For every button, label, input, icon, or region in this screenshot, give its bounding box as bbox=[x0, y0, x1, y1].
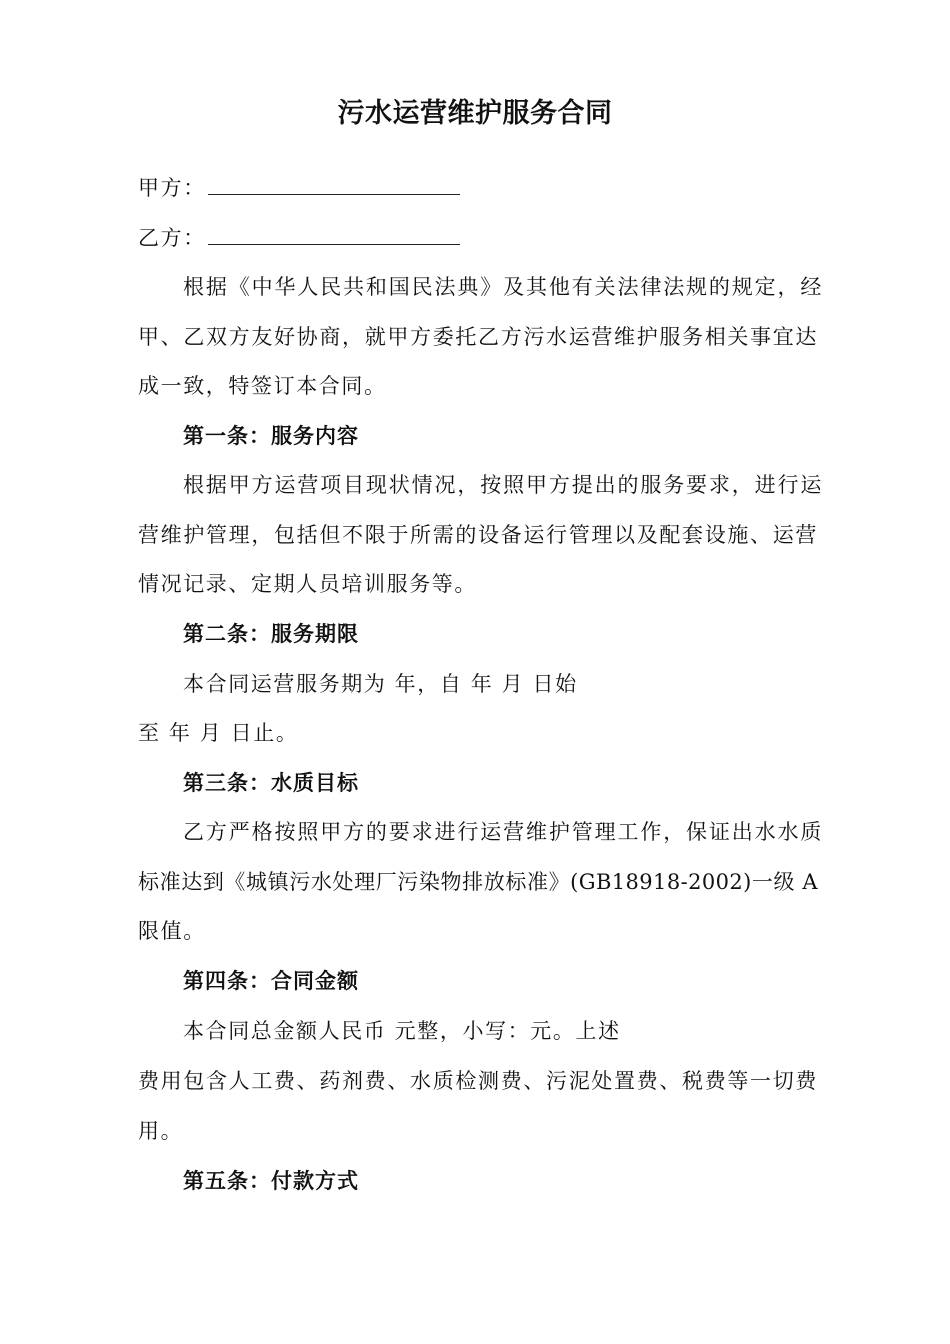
document-title: 污水运营维护服务合同 bbox=[337, 98, 613, 129]
article-3-line-2: 标准达到《城镇污水处理厂污染物排放标准》(GB18918-2002)一级 A bbox=[138, 870, 818, 894]
party-a-label: 甲方： bbox=[138, 176, 206, 200]
article-2-line-1: 本合同运营服务期为 年，自 年 月 日始 bbox=[183, 672, 578, 696]
article-3-line-1: 乙方严格按照甲方的要求进行运营维护管理工作，保证出水水质 bbox=[183, 820, 823, 844]
party-b-line bbox=[138, 222, 818, 253]
preamble-line-1: 根据《中华人民共和国民法典》及其他有关法律法规的规定，经 bbox=[183, 275, 823, 299]
preamble-line-2: 甲、乙双方友好协商，就甲方委托乙方污水运营维护服务相关事宜达 bbox=[138, 325, 818, 349]
article-2-line-2: 至 年 月 日止。 bbox=[138, 721, 299, 745]
article-3-heading: 第三条：水质目标 bbox=[183, 770, 359, 795]
party-b-label: 乙方： bbox=[138, 226, 206, 250]
preamble-line-3: 成一致，特签订本合同。 bbox=[138, 374, 387, 398]
article-1-line-2: 营维护管理，包括但不限于所需的设备运行管理以及配套设施、运营 bbox=[138, 523, 818, 547]
article-3-line-3: 限值。 bbox=[138, 919, 206, 943]
party-a-line bbox=[138, 172, 818, 203]
article-1-line-3: 情况记录、定期人员培训服务等。 bbox=[138, 572, 477, 596]
article-2-heading: 第二条：服务期限 bbox=[183, 621, 359, 646]
article-5-heading: 第五条：付款方式 bbox=[183, 1168, 359, 1193]
article-1-heading: 第一条：服务内容 bbox=[183, 423, 359, 448]
article-4-heading: 第四条：合同金额 bbox=[183, 968, 359, 993]
article-4-line-3: 用。 bbox=[138, 1119, 184, 1143]
party-b-blank bbox=[208, 222, 460, 245]
article-4-line-1: 本合同总金额人民币 元整，小写：元。上述 bbox=[183, 1019, 621, 1043]
article-1-line-1: 根据甲方运营项目现状情况，按照甲方提出的服务要求，进行运 bbox=[183, 473, 823, 497]
article-4-line-2: 费用包含人工费、药剂费、水质检测费、污泥处置费、税费等一切费 bbox=[138, 1069, 818, 1093]
party-a-blank bbox=[208, 172, 460, 195]
